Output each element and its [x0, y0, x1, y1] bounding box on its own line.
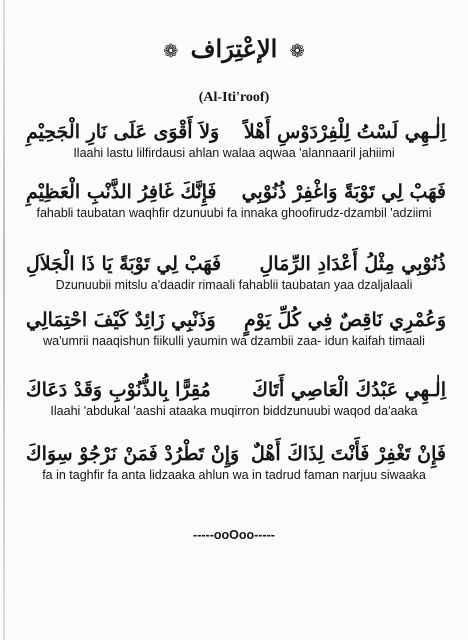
- verse-arabic-second: وَذَنْبِي زَائِدٌ كَيْفَ احْتِمَالِي: [26, 309, 216, 331]
- title-latin: (Al-Iti'roof): [198, 90, 270, 105]
- verse-latin: Ilaahi lastu lilfirdausi ahlan walaa aqwaa 'alannaaril jahiimi: [73, 146, 395, 160]
- end-mark: -----ooOoo-----: [193, 528, 275, 542]
- verse-latin: Ilaahi 'abdukal 'aashi ataaka muqirron biddzunuubi waqod da'aaka: [50, 404, 418, 418]
- verse-latin: wa'umrii naaqishun fiikulli yaumin wa dzambii zaa- idun kaifah timaali: [43, 334, 425, 348]
- verse-4: [0, 306, 468, 349]
- verse-arabic-first: اِلٰـهِي لَسْتُ لِلْفِرْدَوْسِ أَهْلاً: [243, 121, 446, 143]
- verse-5: [0, 376, 468, 419]
- verse-arabic: [0, 250, 468, 278]
- verse-arabic: [0, 306, 468, 334]
- title-arabic: الإعْتِرَاف: [190, 34, 278, 63]
- verse-arabic-first: ذُنُوْبِي مِثْلُ أَعْدَادِ الرِّمَالِ: [259, 253, 446, 275]
- verse-arabic-second: وَإِنْ تَطْرُدْ فَمَنْ نَرْجُوْ سِوَاكَ: [26, 443, 240, 465]
- verse-3: [0, 250, 468, 293]
- title-arabic-block: [0, 34, 468, 63]
- verse-arabic-second: مُقِرًّا بِالذُّنُوْبِ وَقَدْ دَعَاكَ: [26, 379, 211, 401]
- verse-arabic-second: فَإِنَّكَ غَافِرُ الذَّنْبِ الْعَظِيْمِ: [26, 181, 217, 203]
- verse-arabic-first: فَإِنْ تَغْفِرْ فَأَنْتَ لِذَاكَ أَهْلٌ: [250, 443, 446, 465]
- verse-latin: Dzunuubii mitslu a'daadir rimaali fahablii taubatan yaa dzaljalaali: [55, 278, 413, 292]
- verse-arabic: [0, 376, 468, 404]
- verse-2: [0, 178, 468, 221]
- verse-arabic-second: وَلاَ أَقْوَى عَلَى نَارِ الْجَحِيْمِ: [26, 121, 220, 143]
- verse-arabic-first: فَهَبْ لِي تَوْبَةً وَاغْفِرْ ذُنُوْبِي: [241, 181, 446, 203]
- verse-arabic-first: اِلٰـهِي عَبْدُكَ الْعَاصِي أَتَاكَ: [252, 379, 446, 401]
- verse-arabic-second: فَهَبْ لِي تَوْبَةً يَا ذَا الْجَلاَلِ: [26, 253, 222, 275]
- verse-arabic: [0, 178, 468, 206]
- verse-latin: fahabli taubatan waqhfir dzunuubi fa innaka ghoofirudz-dzambil 'adziimi: [36, 206, 432, 220]
- verse-latin: fa in taghfir fa anta lidzaaka ahlun wa in tadrud faman narjuu siwaaka: [42, 468, 426, 482]
- verse-arabic-first: وَعُمْرِي نَاقِصٌ فِي كُلِّ يَوْمٍ: [244, 309, 446, 331]
- ornament-left: ❁: [163, 41, 179, 62]
- verse-arabic: [0, 118, 468, 146]
- verse-1: [0, 118, 468, 161]
- ornament-right: ❁: [289, 41, 305, 62]
- verse-6: [0, 440, 468, 483]
- verse-arabic: [0, 440, 468, 468]
